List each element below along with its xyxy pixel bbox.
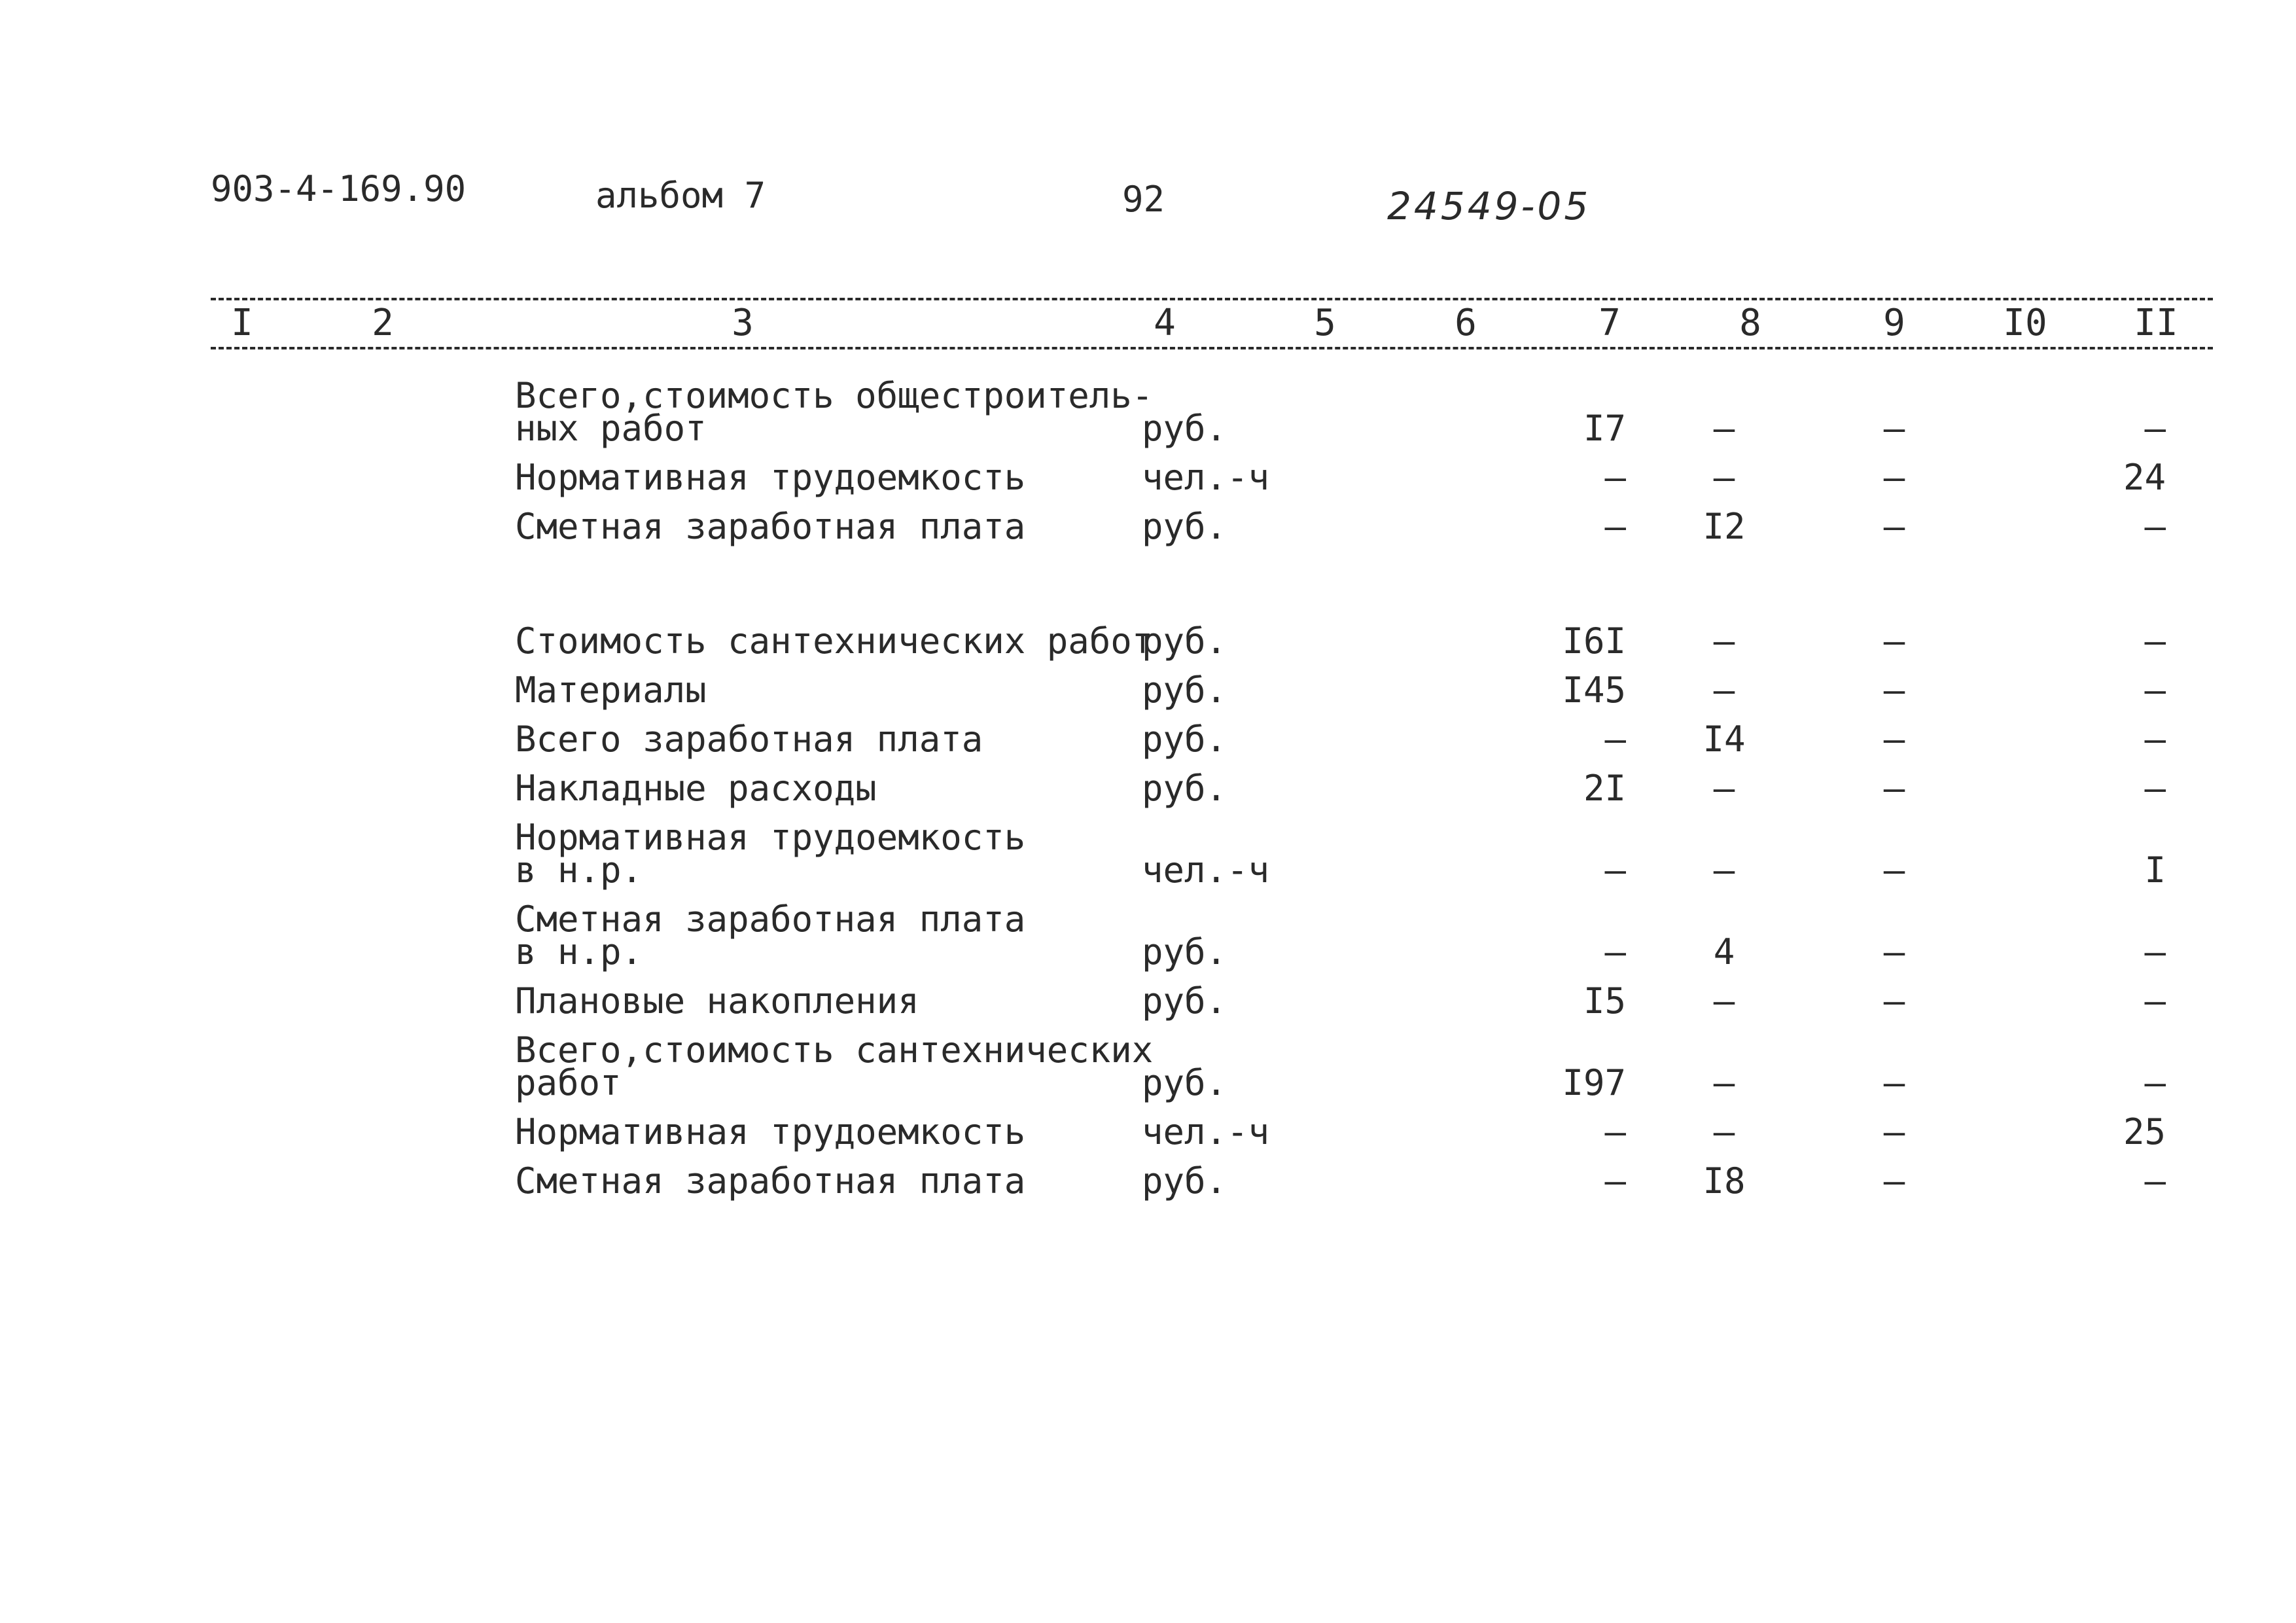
row-value-col7: I6I	[1562, 620, 1626, 662]
row-value-col7: I5	[1583, 980, 1626, 1022]
row-value-col7: –	[1604, 457, 1626, 498]
column-number: II	[2134, 302, 2178, 344]
row-value-col9: –	[1883, 719, 1905, 760]
column-number: 2	[372, 302, 394, 344]
row-value-col8: I4	[1703, 719, 1746, 760]
row-value-col9: –	[1883, 506, 1905, 547]
column-number: 7	[1598, 302, 1621, 344]
row-value-col7: –	[1604, 1111, 1626, 1152]
row-value-col9: –	[1883, 408, 1905, 449]
row-value-col7: –	[1604, 1160, 1626, 1202]
row-value-col9: –	[1883, 457, 1905, 498]
row-name: Всего,стоимость общестроитель- ных работ	[515, 375, 1154, 449]
row-name: Сметная заработная плата	[515, 506, 1026, 547]
row-value-col11: I	[2144, 849, 2166, 891]
row-name: Нормативная трудоемкость	[515, 457, 1026, 498]
row-value-col9: –	[1883, 980, 1905, 1022]
row-value-col11: –	[2144, 1062, 2166, 1103]
row-value-col9: –	[1883, 768, 1905, 809]
table-row	[0, 753, 2296, 809]
row-unit: чел.-ч	[1142, 849, 1270, 891]
row-value-col8: –	[1713, 1062, 1735, 1103]
table-row	[0, 1096, 2296, 1152]
row-value-col11: –	[2144, 980, 2166, 1022]
row-unit: чел.-ч	[1142, 457, 1270, 498]
row-value-col11: –	[2144, 506, 2166, 547]
row-value-col11: –	[2144, 408, 2166, 449]
row-name: Нормативная трудоемкость в н.р.	[515, 817, 1026, 891]
table-row	[0, 1145, 2296, 1202]
row-unit: руб.	[1142, 719, 1227, 760]
row-unit: чел.-ч	[1142, 1111, 1270, 1152]
row-value-col11: –	[2144, 719, 2166, 760]
row-value-col8: –	[1713, 849, 1735, 891]
row-value-col11: –	[2144, 1160, 2166, 1202]
table-header-bottom-rule	[211, 347, 2213, 349]
row-value-col7: I45	[1562, 669, 1626, 711]
row-name: Стоимость сантехнических работ	[515, 620, 1154, 662]
row-value-col9: –	[1883, 1062, 1905, 1103]
row-value-col7: –	[1604, 849, 1626, 891]
row-unit: руб.	[1142, 620, 1227, 662]
row-value-col8: –	[1713, 408, 1735, 449]
table-row	[0, 605, 2296, 662]
row-unit: руб.	[1142, 669, 1227, 711]
table-row	[0, 491, 2296, 547]
row-name: Сметная заработная плата	[515, 1160, 1026, 1202]
row-name: Сметная заработная плата в н.р.	[515, 899, 1026, 972]
row-value-col7: –	[1604, 719, 1626, 760]
row-name: Плановые накопления	[515, 980, 919, 1022]
album-label: альбом 7	[595, 175, 766, 216]
row-name: Нормативная трудоемкость	[515, 1111, 1026, 1152]
table-row	[0, 654, 2296, 711]
row-value-col9: –	[1883, 1160, 1905, 1202]
row-unit: руб.	[1142, 768, 1227, 809]
column-number: I0	[2003, 302, 2047, 344]
table-row	[0, 442, 2296, 498]
handwritten-inventory-number: 24549-05	[1387, 184, 1591, 228]
row-unit: руб.	[1142, 408, 1227, 449]
row-value-col11: –	[2144, 931, 2166, 972]
row-name: Всего,стоимость сантехнических работ	[515, 1029, 1154, 1103]
row-unit: руб.	[1142, 506, 1227, 547]
column-number: 5	[1314, 302, 1336, 344]
row-value-col11: –	[2144, 620, 2166, 662]
row-value-col7: 2I	[1583, 768, 1626, 809]
row-value-col9: –	[1883, 931, 1905, 972]
row-value-col7: –	[1604, 931, 1626, 972]
table-row	[0, 1029, 2296, 1103]
row-unit: руб.	[1142, 980, 1227, 1022]
page-number: 92	[1122, 179, 1165, 220]
row-unit: руб.	[1142, 931, 1227, 972]
row-value-col11: 24	[2123, 457, 2166, 498]
table-row	[0, 704, 2296, 760]
table-row	[0, 899, 2296, 972]
document-code: 903-4-169.90	[211, 168, 467, 209]
row-value-col7: I97	[1562, 1062, 1626, 1103]
column-number: 4	[1154, 302, 1176, 344]
table-row	[0, 965, 2296, 1022]
row-value-col8: 4	[1713, 931, 1735, 972]
column-number: 6	[1455, 302, 1477, 344]
row-value-col9: –	[1883, 620, 1905, 662]
row-value-col8: I2	[1703, 506, 1746, 547]
column-number: 9	[1883, 302, 1905, 344]
row-value-col8: –	[1713, 768, 1735, 809]
row-value-col8: –	[1713, 1111, 1735, 1152]
row-name: Всего заработная плата	[515, 719, 983, 760]
table-row	[0, 817, 2296, 891]
row-unit: руб.	[1142, 1062, 1227, 1103]
row-value-col7: I7	[1583, 408, 1626, 449]
row-value-col8: –	[1713, 980, 1735, 1022]
column-number: I	[231, 302, 253, 344]
table-row	[0, 375, 2296, 449]
row-value-col8: –	[1713, 620, 1735, 662]
row-unit: руб.	[1142, 1160, 1227, 1202]
table-header-top-rule	[211, 298, 2213, 300]
row-value-col8: I8	[1703, 1160, 1746, 1202]
row-value-col9: –	[1883, 1111, 1905, 1152]
row-name: Материалы	[515, 669, 707, 711]
column-number: 8	[1739, 302, 1761, 344]
row-value-col7: –	[1604, 506, 1626, 547]
row-name: Накладные расходы	[515, 768, 877, 809]
row-value-col8: –	[1713, 669, 1735, 711]
row-value-col11: 25	[2123, 1111, 2166, 1152]
column-number: 3	[732, 302, 754, 344]
row-value-col11: –	[2144, 768, 2166, 809]
row-value-col9: –	[1883, 849, 1905, 891]
row-value-col8: –	[1713, 457, 1735, 498]
row-value-col11: –	[2144, 669, 2166, 711]
row-value-col9: –	[1883, 669, 1905, 711]
